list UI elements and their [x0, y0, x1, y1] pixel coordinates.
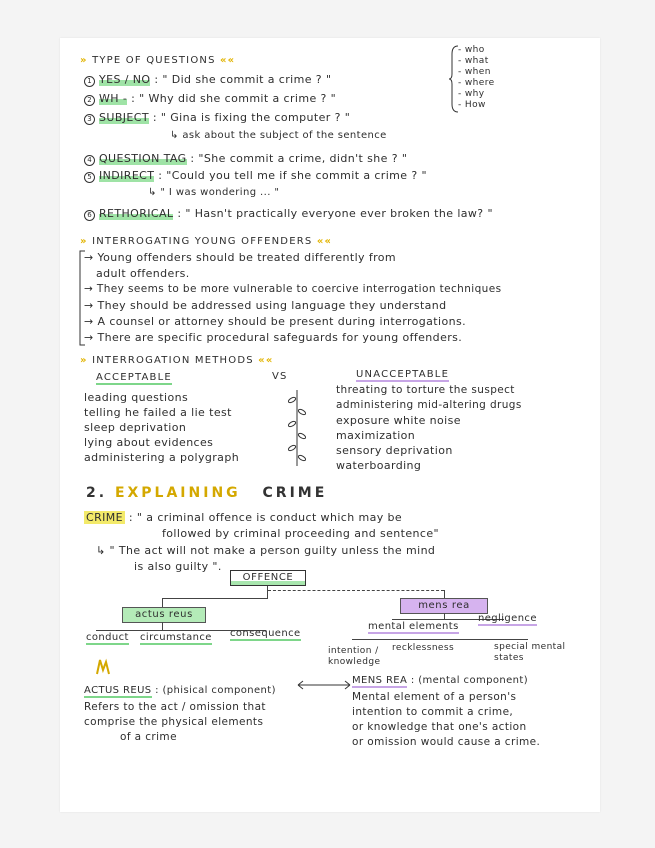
- connector-line: [352, 639, 528, 640]
- brace-icon: [448, 44, 460, 114]
- vs-label: VS: [272, 371, 288, 382]
- offenders-point: → A counsel or attorney should be present during interrogations.: [84, 315, 466, 328]
- actus-definition-line: comprise the physical elements: [84, 716, 264, 728]
- unacceptable-label: UNACCEPTABLE: [356, 369, 450, 380]
- unacceptable-item: threating to torture the suspect: [336, 384, 515, 396]
- wh-item: - when: [458, 67, 491, 77]
- mens-definition-title: MENS REA : (mental component): [352, 675, 529, 686]
- crime-label: CRIME: [86, 511, 124, 524]
- actus-definition-title: ACTUS REUS : (phisical component): [84, 685, 276, 696]
- subject-note: ↳ ask about the subject of the sentence: [170, 130, 387, 141]
- question-type-yes-no: 1 YES / NO : " Did she commit a crime ? ": [84, 74, 331, 87]
- interrogating-heading: » INTERROGATING YOUNG OFFENDERS ««: [80, 236, 333, 247]
- wh-item: - where: [458, 78, 495, 88]
- actus-reus-box: actus reus: [122, 607, 206, 623]
- question-type-tag: 4 QUESTION TAG : "She commit a crime, didn't she ? ": [84, 153, 407, 166]
- unacceptable-item: administering mid-altering drugs: [336, 399, 522, 411]
- offenders-point: → They seems to be more vulnerable to coercive interrogation techniques: [84, 283, 502, 295]
- question-type-rhetorical: 6 RETHORICAL : " Hasn't practically everyone ever broken the law? ": [84, 208, 493, 221]
- actus-child: consequence: [230, 628, 301, 639]
- connector-dash: [268, 590, 444, 591]
- crime-quote-cont: is also guilty ".: [134, 560, 222, 573]
- offence-box: OFFENCE: [230, 570, 306, 586]
- section-title: 2. EXPLAINING CRIME: [86, 485, 328, 501]
- connector-line: [162, 598, 268, 599]
- unacceptable-item: exposure white noise: [336, 414, 461, 427]
- negligence-label: negligence: [478, 613, 537, 624]
- offenders-point: adult offenders.: [96, 267, 190, 280]
- crime-definition-cont: followed by criminal proceeding and sentence": [162, 527, 439, 540]
- mens-definition-line: intention to commit a crime,: [352, 706, 514, 718]
- wh-item: - How: [458, 100, 486, 110]
- mental-child: special mental states: [494, 642, 566, 663]
- actus-child: conduct: [86, 632, 129, 643]
- mental-child: intention / knowledge: [328, 646, 381, 667]
- wh-item: - why: [458, 89, 485, 99]
- mens-definition-line: or knowledge that one's action: [352, 721, 527, 733]
- mens-definition-line: or omission would cause a crime.: [352, 736, 541, 748]
- offenders-point: → They should be addressed using language they understand: [84, 299, 447, 312]
- types-heading: » TYPE OF QUESTIONS ««: [80, 55, 236, 66]
- acceptable-label: ACCEPTABLE: [96, 372, 172, 383]
- actus-definition-line: Refers to the act / omission that: [84, 701, 266, 713]
- crime-quote: ↳ " The act will not make a person guilty unless the mind: [96, 544, 436, 557]
- actus-child: circumstance: [140, 632, 212, 643]
- methods-heading: » INTERROGATION METHODS ««: [80, 355, 274, 366]
- acceptable-item: lying about evidences: [84, 436, 214, 449]
- unacceptable-item: maximization: [336, 429, 416, 442]
- acceptable-item: administering a polygraph: [84, 451, 240, 464]
- double-arrow-icon: [296, 680, 352, 690]
- indirect-note: ↳ " I was wondering ... ": [148, 187, 280, 198]
- acceptable-item: leading questions: [84, 391, 189, 404]
- crime-definition: CRIME : " a criminal offence is conduct which may be: [86, 511, 403, 524]
- question-type-wh: 2 WH - : " Why did she commit a crime ? ": [84, 93, 336, 106]
- acceptable-item: telling he failed a lie test: [84, 406, 232, 419]
- mens-definition-line: Mental element of a person's: [352, 691, 517, 703]
- question-type-subject: 3 SUBJECT : " Gina is fixing the computer ? ": [84, 112, 350, 125]
- offenders-point: → Young offenders should be treated differently from: [84, 251, 397, 264]
- unacceptable-item: sensory deprivation: [336, 444, 453, 457]
- connector-line: [267, 586, 268, 598]
- leaf-vine-icon: [286, 388, 308, 468]
- acceptable-item: sleep deprivation: [84, 421, 187, 434]
- actus-definition-line: of a crime: [120, 731, 177, 743]
- mental-child: recklessness: [392, 643, 455, 653]
- mens-rea-box: mens rea: [400, 598, 488, 614]
- unacceptable-item: waterboarding: [336, 459, 422, 472]
- wh-item: - who: [458, 45, 485, 55]
- mental-elements-label: mental elements: [368, 621, 459, 632]
- question-type-indirect: 5 INDIRECT : "Could you tell me if she commit a crime ? ": [84, 170, 427, 183]
- offenders-point: → There are specific procedural safeguards for young offenders.: [84, 331, 463, 344]
- sparkle-icon: [94, 658, 114, 676]
- wh-item: - what: [458, 56, 489, 66]
- connector-line: [162, 622, 163, 630]
